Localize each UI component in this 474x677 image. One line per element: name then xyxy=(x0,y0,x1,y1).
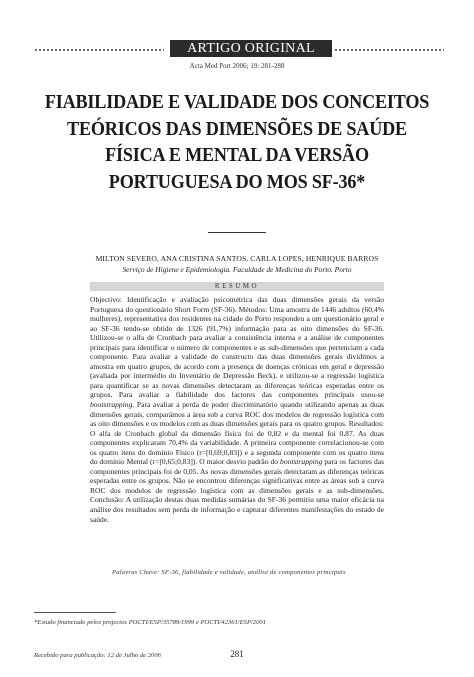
title-line: FIABILIDADE E VALIDADE DOS CONCEITOS xyxy=(44,92,430,113)
author-affiliation: Serviço de Higiene e Epidemiologia. Faculdade de Medicina do Porto. Porto xyxy=(122,265,352,274)
title-line: FÍSICA E MENTAL DA VERSÃO xyxy=(105,145,369,166)
section-label: ARTIGO ORIGINAL xyxy=(170,40,332,57)
abstract-text: . Para avaliar a perda de poder discriminatório quando utilizando apenas as duas dimensões gerais, comparámos a área sob a curva ROC dos modelos de regressão logística com as oito dimensões e os modelos com as duas dimensões gerais para os quatro grupos. Resultados: O alfa de Cronbach global da dimensão física foi de 0,82 e da mental foi 0,87. As duas componentes explicaram 70,4% da variabilidade. A primeira componente correlacionou-se com os quatro itens do domínio Físico (r=[0,69;0,83]) e a segunda componente com os quatro itens do domínio Mental (r=[0,65;0,83]). O maior desvio padrão do xyxy=(90,400,384,467)
abstract-text: para os factores das componentes principais foi de 0,05. As novas dimensões gerais detectaram as diferenças teóricas esperadas entre os grupos. Não se encontrou diferenças significativas entre as áreas sob a curva ROC dos modelos de regressão logística com as dimensões gerais e as sub-dimensões. Conclusão: A utilização destas duas medidas sumárias do SF-36 permitiu uma maior eficácia na análise dos resultados sem perda de informação e capturar diferentes manifestações do estado de saúde. xyxy=(90,457,385,524)
title-line: PORTUGUESA DO MOS SF-36* xyxy=(108,171,366,193)
funding-footnote: *Estudo financiado pelos projectos POCTI/ESP/35789/1999 e POCTI/42361/ESP/2001 xyxy=(34,619,266,626)
abstract-italic-term: bootstrapping xyxy=(280,457,323,467)
abstract-heading: RESUMO xyxy=(90,282,384,291)
article-title xyxy=(35,90,439,196)
received-date: Recebido para publicação: 12 de Julho de 2006 xyxy=(34,652,161,659)
abstract-body xyxy=(90,295,384,524)
title-divider xyxy=(208,232,266,233)
journal-citation: Acta Med Port 2006; 19: 281-288 xyxy=(189,62,285,70)
abstract-italic-term: bootstrapping xyxy=(90,400,133,410)
article-type-header xyxy=(34,40,444,62)
footnote-divider xyxy=(34,612,116,613)
decorative-dots-right xyxy=(334,48,444,52)
decorative-dots-left xyxy=(34,48,164,52)
keywords: Palavras Chave: SF-36, fiabilidade e validade, análise de componentes principais xyxy=(112,569,346,576)
abstract-text: Objectivo: Identificação e avaliação psicométrica das duas dimensões gerais da versão Portuguesa do questionário Short Form (SF-36). Métodos: Uma amostra de 1446 adultos (60,4% mulheres), representativa dos residentes na cidade do Porto respondeu a um questionário geral e ao SF-36 tendo-se obtido de 1326 (91,7%) informação para as oito dimensões do SF-36. Utilizou-se o alfa de Cronbach para avaliar a consistência interna e a análise de componentes principais para identificar o número de componentes e as sub-dimensões que pertenciam a cada componente. Para avaliar a validade de constructo das duas dimensões gerais dividimos a amostra em quatro grupos, de acordo com a presença de doenças crónicas em geral e depressão (avaliada por intermédio do Inventário de Depressão Beck), e utilizou-se a regressão logística para quantificar se as novas dimensões detectaram as diferenças teóricas esperadas entre os grupos. Para avaliar a fiabilidade dos factores das componentes principais usou-se xyxy=(90,295,384,400)
author-list: MILTON SEVERO, ANA CRISTINA SANTOS, CARLA LOPES, HENRIQUE BARROS xyxy=(95,254,379,263)
page-number: 281 xyxy=(230,649,244,659)
title-line: TEÓRICOS DAS DIMENSÕES DE SAÚDE xyxy=(67,118,407,140)
